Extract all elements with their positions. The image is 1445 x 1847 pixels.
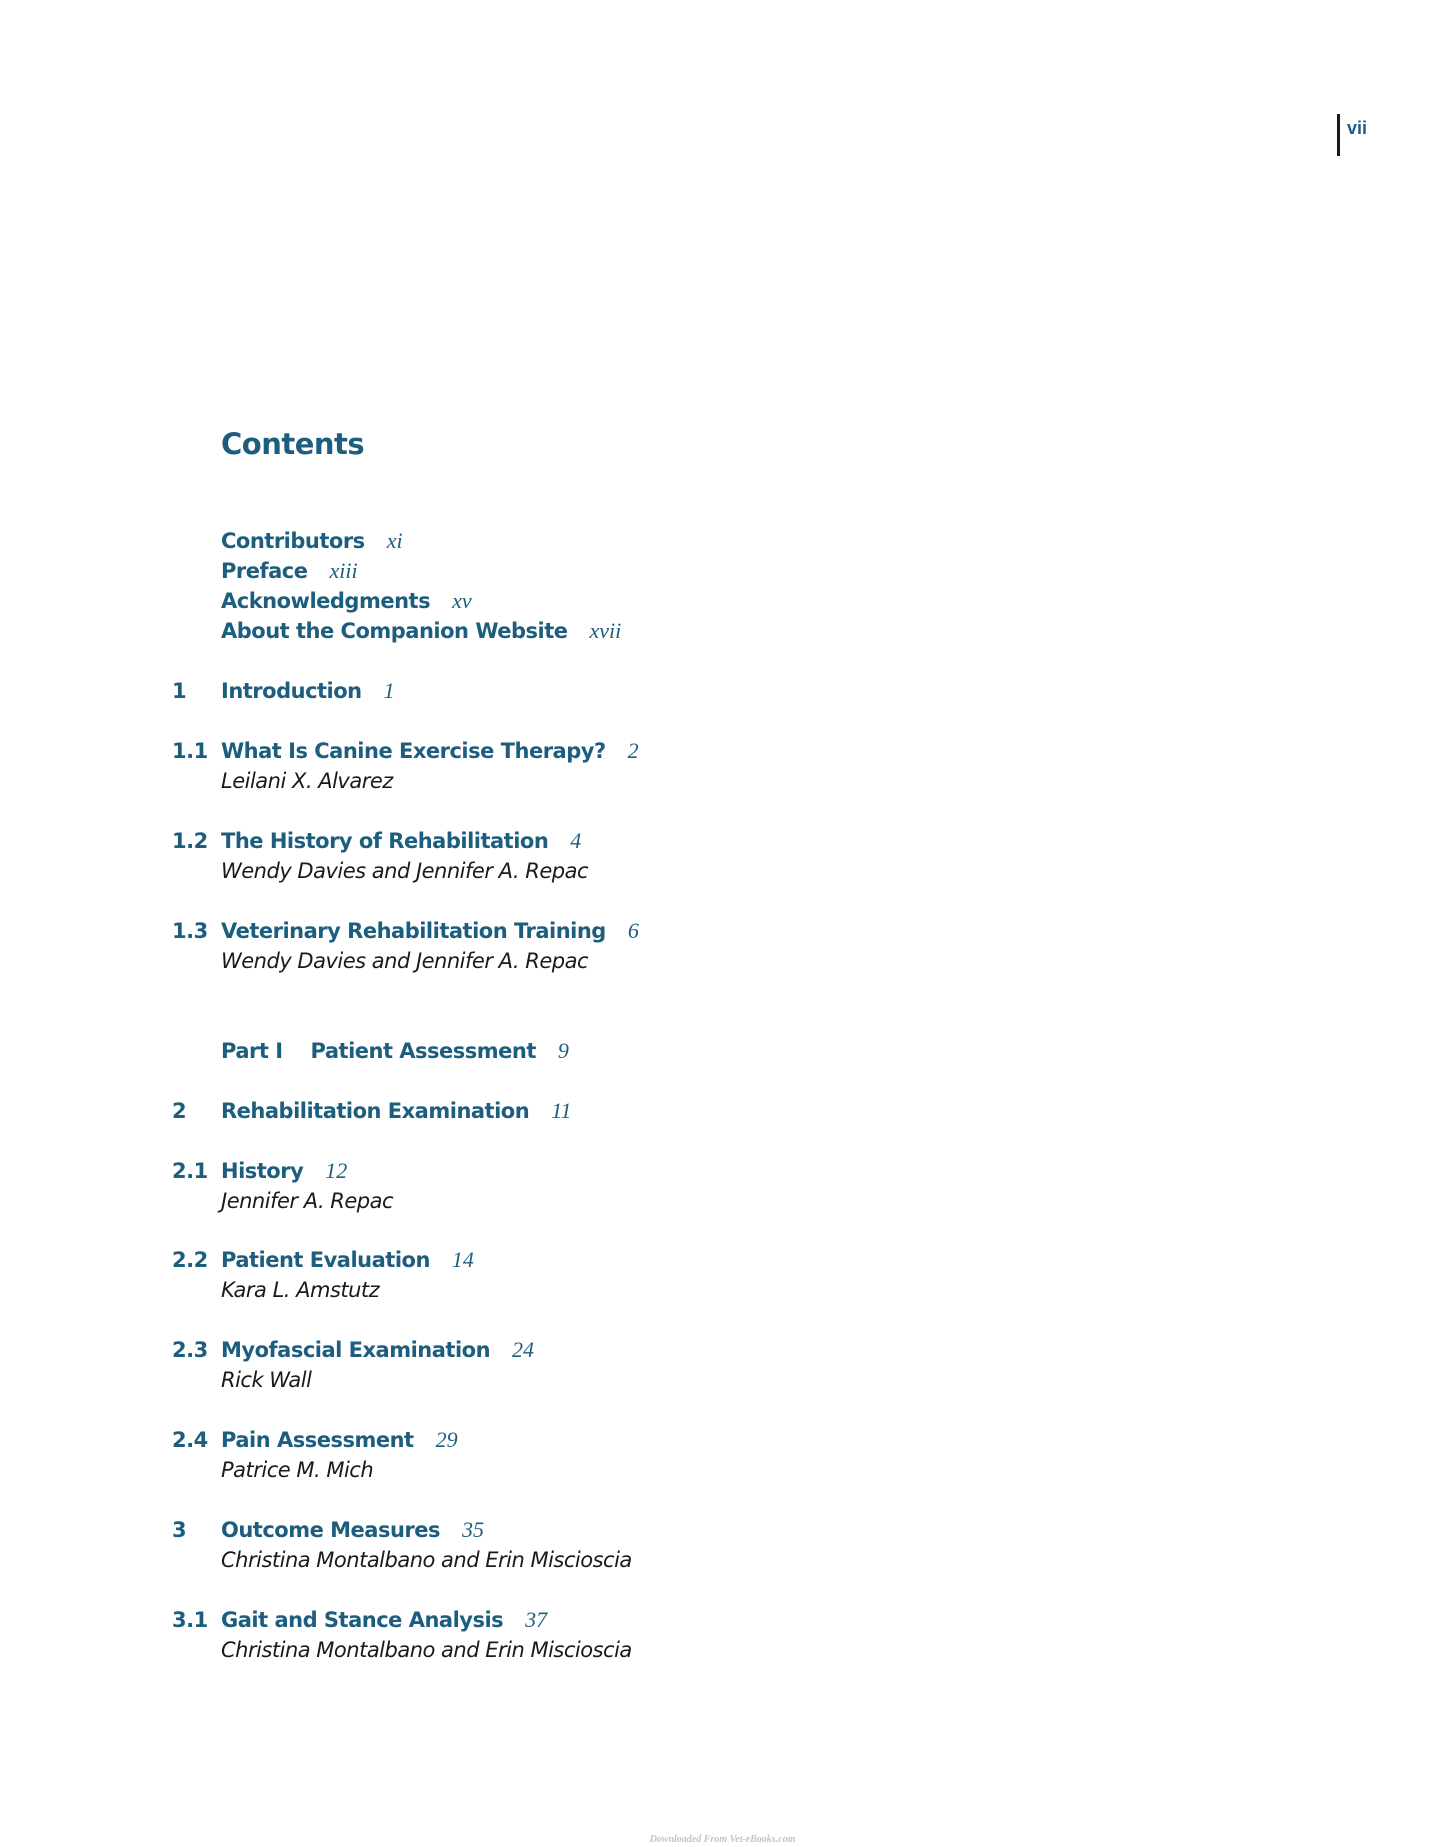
section-number: 1.3 — [172, 919, 208, 943]
section-number: 2.3 — [172, 1338, 208, 1362]
toc-entry-title: The History of Rehabilitation — [221, 829, 549, 853]
toc-entry-page: 2 — [627, 738, 639, 763]
section-number: 2.4 — [172, 1428, 208, 1452]
chapter-number: 1 — [172, 679, 187, 703]
toc-entry-title: Veterinary Rehabilitation Training — [221, 919, 606, 943]
section-number: 1.2 — [172, 829, 208, 853]
toc-chapter-2[interactable] — [221, 1096, 572, 1126]
toc-chapter-3[interactable] — [221, 1515, 484, 1545]
toc-section-3-1[interactable] — [221, 1605, 547, 1635]
section-authors: Patrice M. Mich — [221, 1458, 374, 1482]
toc-section-2-2[interactable] — [221, 1245, 474, 1275]
page-title: Contents — [221, 427, 365, 461]
toc-section-1-2[interactable] — [221, 826, 581, 856]
toc-entry-page: 29 — [435, 1427, 458, 1452]
page-number: vii — [1347, 118, 1368, 138]
toc-section-1-3[interactable] — [221, 916, 639, 946]
toc-entry-acknowledgments[interactable] — [221, 586, 472, 616]
toc-entry-title: Rehabilitation Examination — [221, 1099, 530, 1123]
folio-rule — [1337, 114, 1340, 156]
toc-section-2-1[interactable] — [221, 1156, 347, 1186]
toc-section-1-1[interactable] — [221, 736, 639, 766]
toc-entry-page: 11 — [551, 1098, 572, 1123]
toc-entry-page: xiii — [329, 558, 358, 583]
chapter-number: 3 — [172, 1518, 187, 1542]
toc-entry-title: Patient Evaluation — [221, 1248, 430, 1272]
toc-part-1[interactable] — [221, 1036, 569, 1066]
toc-entry-preface[interactable] — [221, 556, 358, 586]
section-number: 3.1 — [172, 1608, 208, 1632]
toc-entry-page: xv — [452, 588, 472, 613]
toc-entry-title: Gait and Stance Analysis — [221, 1608, 504, 1632]
toc-entry-page: 9 — [557, 1038, 569, 1063]
toc-entry-page: 6 — [627, 918, 639, 943]
toc-entry-title: About the Companion Website — [221, 619, 568, 643]
toc-entry-page: 35 — [462, 1517, 485, 1542]
section-authors: Kara L. Amstutz — [221, 1278, 380, 1302]
section-authors: Leilani X. Alvarez — [221, 769, 393, 793]
section-number: 2.1 — [172, 1159, 208, 1183]
toc-entry-title: Patient Assessment — [310, 1039, 536, 1063]
part-label: Part I — [221, 1039, 283, 1063]
toc-entry-title: Myofascial Examination — [221, 1338, 491, 1362]
section-authors: Wendy Davies and Jennifer A. Repac — [221, 949, 588, 973]
toc-entry-companion-website[interactable] — [221, 616, 621, 646]
section-authors: Wendy Davies and Jennifer A. Repac — [221, 859, 588, 883]
toc-section-2-3[interactable] — [221, 1335, 534, 1365]
toc-entry-page: 14 — [451, 1247, 474, 1272]
toc-entry-page: xvii — [589, 618, 622, 643]
toc-entry-page: xi — [386, 528, 403, 553]
toc-entry-contributors[interactable] — [221, 526, 403, 556]
toc-chapter-1[interactable] — [221, 676, 395, 706]
toc-entry-page: 4 — [570, 828, 582, 853]
toc-entry-page: 12 — [325, 1158, 348, 1183]
toc-entry-page: 37 — [525, 1607, 548, 1632]
chapter-number: 2 — [172, 1099, 187, 1123]
toc-entry-title: Pain Assessment — [221, 1428, 414, 1452]
toc-entry-title: Acknowledgments — [221, 589, 431, 613]
toc-entry-title: Introduction — [221, 679, 362, 703]
section-authors: Christina Montalbano and Erin Miscioscia — [221, 1638, 632, 1662]
toc-section-2-4[interactable] — [221, 1425, 458, 1455]
section-number: 2.2 — [172, 1248, 208, 1272]
toc-entry-title: History — [221, 1159, 304, 1183]
download-watermark: Downloaded From Vet-eBooks.com — [649, 1834, 796, 1845]
section-authors: Rick Wall — [221, 1368, 312, 1392]
toc-entry-page: 1 — [383, 678, 395, 703]
toc-entry-title: What Is Canine Exercise Therapy? — [221, 739, 606, 763]
chapter-authors: Christina Montalbano and Erin Miscioscia — [221, 1548, 632, 1572]
toc-entry-title: Contributors — [221, 529, 365, 553]
toc-entry-title: Preface — [221, 559, 308, 583]
toc-entry-title: Outcome Measures — [221, 1518, 441, 1542]
toc-entry-page: 24 — [512, 1337, 535, 1362]
section-authors: Jennifer A. Repac — [221, 1189, 394, 1213]
section-number: 1.1 — [172, 739, 208, 763]
